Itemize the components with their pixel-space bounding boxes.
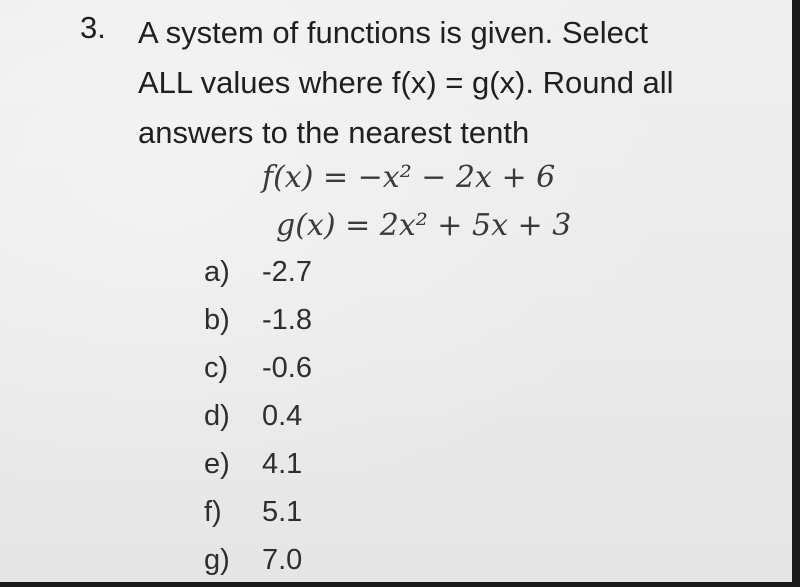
question-line-1: A system of functions is given. Select [138,15,649,50]
answer-choices [204,248,312,584]
choice-letter: d) [204,400,230,432]
choice-letter: c) [204,352,229,384]
choice-letter: e) [204,448,230,480]
equation-f: f(x) = −x² − 2x + 6 [262,160,556,195]
choice-c[interactable] [204,344,312,392]
choice-e[interactable] [204,440,312,488]
choice-value: 4.1 [262,448,303,480]
choice-value: 0.4 [262,400,303,432]
choice-d[interactable] [204,392,312,440]
border-bottom [0,582,800,587]
choice-letter: b) [204,304,230,336]
border-right [792,0,800,587]
choice-value: -0.6 [262,352,312,384]
choice-value: 7.0 [262,544,303,576]
question-line-3: answers to the nearest tenth [138,115,530,150]
choice-g[interactable] [204,536,312,584]
question-number: 3. [80,10,106,45]
choice-letter: a) [204,256,230,288]
choice-value: 5.1 [262,496,303,528]
choice-letter: g) [204,544,230,576]
question-text [138,8,788,158]
choice-b[interactable] [204,296,312,344]
choice-value: -2.7 [262,256,312,288]
choice-letter: f) [204,496,222,528]
choice-value: -1.8 [262,304,312,336]
choice-a[interactable] [204,248,312,296]
choice-f[interactable] [204,488,312,536]
equation-g: g(x) = 2x² + 5x + 3 [276,208,572,243]
question-line-2: ALL values where f(x) = g(x). Round all [138,65,674,100]
